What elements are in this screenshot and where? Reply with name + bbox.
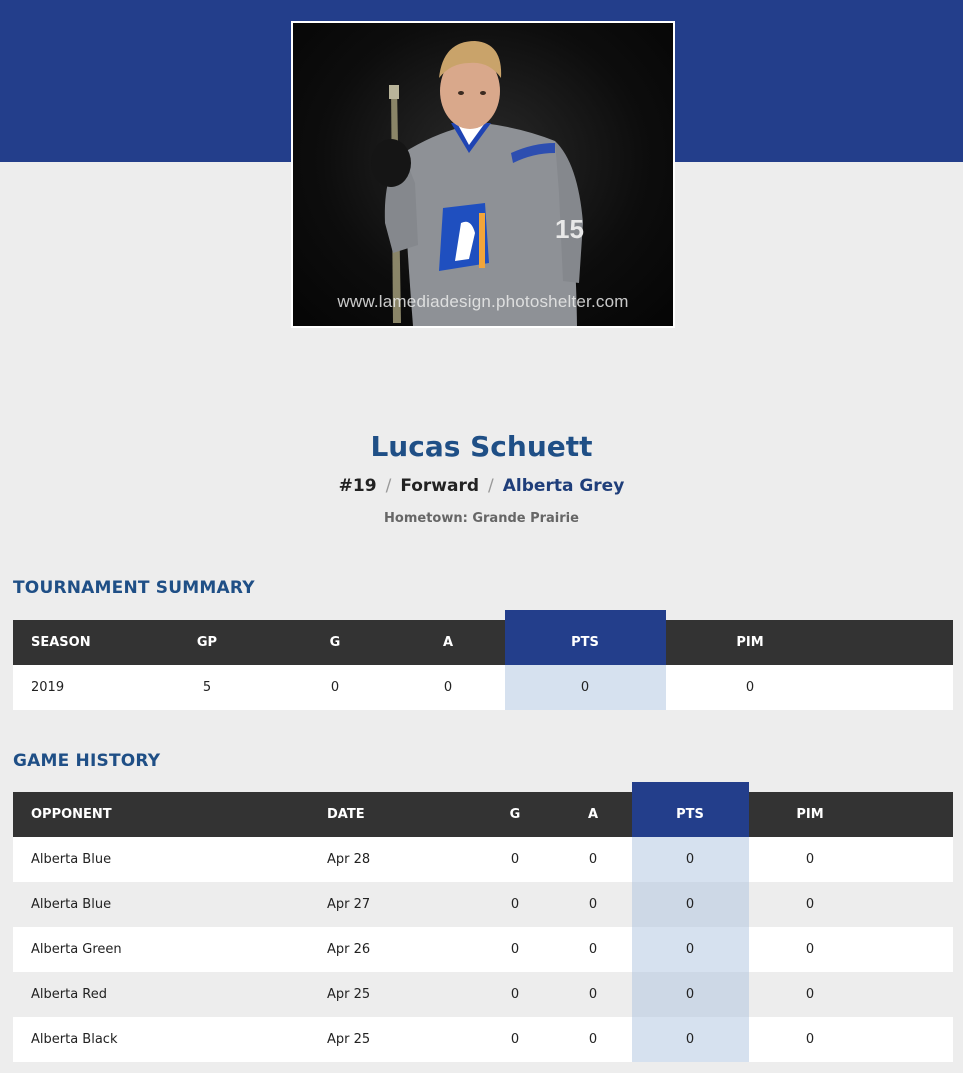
cell-a: 0 <box>588 987 598 1002</box>
cell-pts: 0 <box>685 897 695 912</box>
cell-a: 0 <box>588 1032 598 1047</box>
cell-date: Apr 25 <box>327 987 371 1002</box>
cell-g: 0 <box>510 897 520 912</box>
jersey-number: #19 <box>338 476 377 496</box>
game-history-table <box>13 792 953 1062</box>
player-position: Forward <box>400 476 480 496</box>
cell-pim: 0 <box>805 852 815 867</box>
player-name: Lucas Schuett <box>370 430 593 463</box>
table-row <box>13 837 953 882</box>
col-header-gp[interactable]: GP <box>196 635 218 650</box>
col-header-pts[interactable]: PTS <box>676 807 704 822</box>
cell-a: 0 <box>588 897 598 912</box>
col-header-opponent[interactable]: OPPONENT <box>31 807 112 822</box>
cell-opponent[interactable]: Alberta Black <box>31 1032 118 1047</box>
cell-gp: 5 <box>202 680 212 695</box>
tournament-summary-title: TOURNAMENT SUMMARY <box>13 578 255 598</box>
player-photo-image <box>293 23 673 326</box>
col-header-season[interactable]: SEASON <box>31 635 91 650</box>
cell-date: Apr 28 <box>327 852 371 867</box>
player-meta <box>0 476 963 496</box>
col-header-pts[interactable]: PTS <box>571 635 599 650</box>
cell-opponent[interactable]: Alberta Blue <box>31 852 112 867</box>
cell-a: 0 <box>588 852 598 867</box>
col-header-g[interactable]: G <box>329 635 341 650</box>
table-header-cells <box>13 620 953 665</box>
col-header-a[interactable]: A <box>587 807 599 822</box>
table-header-cells <box>13 792 953 837</box>
cell-pts: 0 <box>685 852 695 867</box>
table-row <box>13 972 953 1017</box>
table-row <box>13 882 953 927</box>
col-header-pim[interactable]: PIM <box>736 635 764 650</box>
table-row <box>13 665 953 710</box>
col-header-a[interactable]: A <box>442 635 454 650</box>
cell-opponent[interactable]: Alberta Blue <box>31 897 112 912</box>
cell-g: 0 <box>510 942 520 957</box>
meta-separator: / <box>488 476 494 496</box>
player-photo <box>291 21 675 328</box>
cell-g: 0 <box>510 987 520 1002</box>
cell-date: Apr 26 <box>327 942 371 957</box>
cell-g: 0 <box>330 680 340 695</box>
table-row <box>13 1017 953 1062</box>
player-hometown: Hometown: Grande Prairie <box>384 511 579 526</box>
cell-opponent[interactable]: Alberta Red <box>31 987 107 1002</box>
tournament-summary-table <box>13 620 953 710</box>
col-header-pim[interactable]: PIM <box>796 807 824 822</box>
cell-pts: 0 <box>685 1032 695 1047</box>
cell-pim: 0 <box>805 987 815 1002</box>
cell-pim: 0 <box>805 1032 815 1047</box>
table-row <box>13 927 953 972</box>
cell-pim: 0 <box>805 942 815 957</box>
game-history-title: GAME HISTORY <box>13 751 161 771</box>
team-link[interactable]: Alberta Grey <box>502 476 625 496</box>
cell-season: 2019 <box>31 680 65 695</box>
cell-date: Apr 25 <box>327 1032 371 1047</box>
cell-pts: 0 <box>580 680 590 695</box>
col-header-date[interactable]: DATE <box>327 807 365 822</box>
col-header-g[interactable]: G <box>509 807 521 822</box>
cell-pts: 0 <box>685 942 695 957</box>
cell-a: 0 <box>443 680 453 695</box>
cell-opponent[interactable]: Alberta Green <box>31 942 122 957</box>
cell-g: 0 <box>510 1032 520 1047</box>
svg-text:15: 15 <box>555 214 584 244</box>
cell-pim: 0 <box>805 897 815 912</box>
cell-g: 0 <box>510 852 520 867</box>
cell-date: Apr 27 <box>327 897 371 912</box>
cell-a: 0 <box>588 942 598 957</box>
meta-separator: / <box>385 476 392 496</box>
photo-watermark: www.lamediadesign.photoshelter.com <box>337 292 629 311</box>
cell-pts: 0 <box>685 987 695 1002</box>
cell-pim: 0 <box>745 680 755 695</box>
